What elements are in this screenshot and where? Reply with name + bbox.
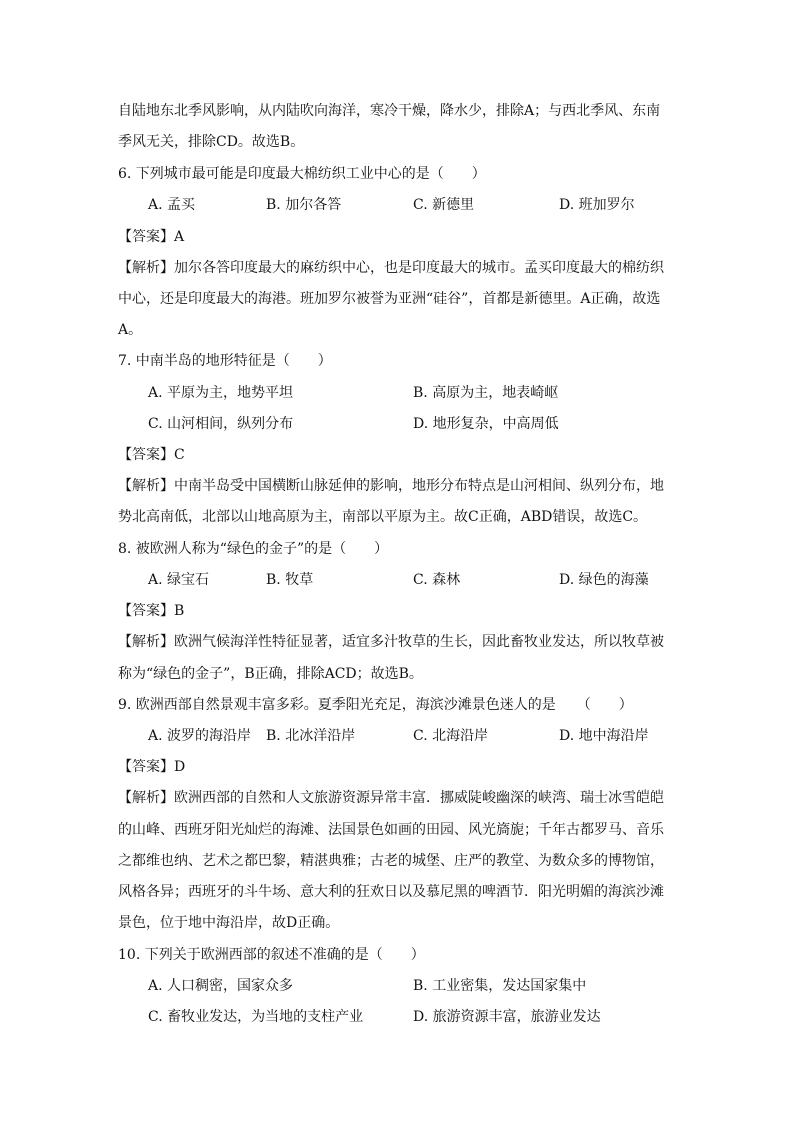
option-b: B. 北冰洋沿岸 xyxy=(266,728,356,744)
analysis-line: A。 xyxy=(118,322,143,338)
text-line: 季风无关，排除CD。故选B。 xyxy=(118,134,305,150)
option-a: A. 人口稠密，国家众多 xyxy=(148,978,294,994)
analysis-line: 的山峰、西班牙阳光灿烂的海滩、法国景色如画的田园、风光旖旎；千年古都罗马、音乐 xyxy=(118,822,664,838)
analysis-line: 【解析】加尔各答印度最大的麻纺织中心，也是印度最大的城市。孟买印度最大的棉纺织 xyxy=(118,260,664,276)
option-d: D. 地中海沿岸 xyxy=(559,728,649,744)
question-7-answer: 【答案】C xyxy=(118,447,185,463)
option-b: B. 加尔各答 xyxy=(266,197,342,213)
option-d: D. 绿色的海藻 xyxy=(559,572,649,588)
question-8-answer: 【答案】B xyxy=(118,603,185,619)
option-b: B. 牧草 xyxy=(266,572,314,588)
option-a: A. 平原为主，地势平坦 xyxy=(148,385,294,401)
option-d: D. 旅游资源丰富，旅游业发达 xyxy=(413,1009,601,1025)
question-6-answer: 【答案】A xyxy=(118,229,185,245)
analysis-line: 【解析】欧洲西部的自然和人文旅游资源异常丰富．挪威陡峻幽深的峡湾、瑞士冰雪皑皑 xyxy=(118,790,664,806)
question-9-stem: 9. 欧洲西部自然景观丰富多彩。夏季阳光充足，海滨沙滩景色迷人的是 （ ） xyxy=(118,697,633,713)
option-d: D. 地形复杂，中高周低 xyxy=(413,416,559,432)
question-9-options xyxy=(118,726,678,746)
question-7-options xyxy=(118,383,678,403)
question-6-options xyxy=(118,195,678,215)
question-10-options xyxy=(118,1007,678,1027)
question-8-stem: 8. 被欧洲人称为“绿色的金子”的是（ ） xyxy=(118,541,389,557)
question-10-options xyxy=(118,976,678,996)
analysis-line: 称为“绿色的金子”，B正确，排除ACD；故选B。 xyxy=(118,666,423,682)
question-6-stem: 6. 下列城市最可能是印度最大棉纺织工业中心的是（ ） xyxy=(118,166,486,182)
option-a: A. 孟买 xyxy=(148,197,196,213)
analysis-line: 中心，还是印度最大的海港。班加罗尔被誉为亚洲“硅谷”，首都是新德里。A正确，故选 xyxy=(118,291,661,307)
option-c: C. 山河相间，纵列分布 xyxy=(148,416,294,432)
analysis-line: 势北高南低，北部以山地高原为主，南部以平原为主。故C正确，ABD错误，故选C。 xyxy=(118,509,648,525)
analysis-line: 景色，位于地中海沿岸，故D正确。 xyxy=(118,915,340,931)
analysis-line: 【解析】中南半岛受中国横断山脉延伸的影响，地形分布特点是山河相间、纵列分布，地 xyxy=(118,478,664,494)
option-b: B. 工业密集，发达国家集中 xyxy=(413,978,587,994)
analysis-line: 风格各异；西班牙的斗牛场、意大利的狂欢日以及慕尼黑的啤酒节．阳光明媚的海滨沙滩 xyxy=(118,884,664,900)
option-d: D. 班加罗尔 xyxy=(559,197,635,213)
option-a: A. 波罗的海沿岸 xyxy=(148,728,252,744)
option-a: A. 绿宝石 xyxy=(148,572,210,588)
option-c: C. 新德里 xyxy=(413,197,475,213)
option-c: C. 森林 xyxy=(413,572,461,588)
question-9-answer: 【答案】D xyxy=(118,759,186,775)
analysis-line: 【解析】欧洲气候海洋性特征显著，适宜多汁牧草的生长，因此畜牧业发达，所以牧草被 xyxy=(118,634,664,650)
question-8-options xyxy=(118,570,678,590)
analysis-line: 之都维也纳、艺术之都巴黎，精湛典雅；古老的城堡、庄严的教堂、为数众多的博物馆， xyxy=(118,853,664,869)
option-b: B. 高原为主，地表崎岖 xyxy=(413,385,559,401)
option-c: C. 北海沿岸 xyxy=(413,728,489,744)
question-7-options xyxy=(118,414,678,434)
question-7-stem: 7. 中南半岛的地形特征是（ ） xyxy=(118,353,332,369)
question-10-stem: 10. 下列关于欧洲西部的叙述不准确的是（ ） xyxy=(118,947,425,963)
text-line: 自陆地东北季风影响，从内陆吹向海洋，寒冷干燥，降水少，排除A；与西北季风、东南 xyxy=(118,103,661,119)
option-c: C. 畜牧业发达，为当地的支柱产业 xyxy=(148,1009,364,1025)
